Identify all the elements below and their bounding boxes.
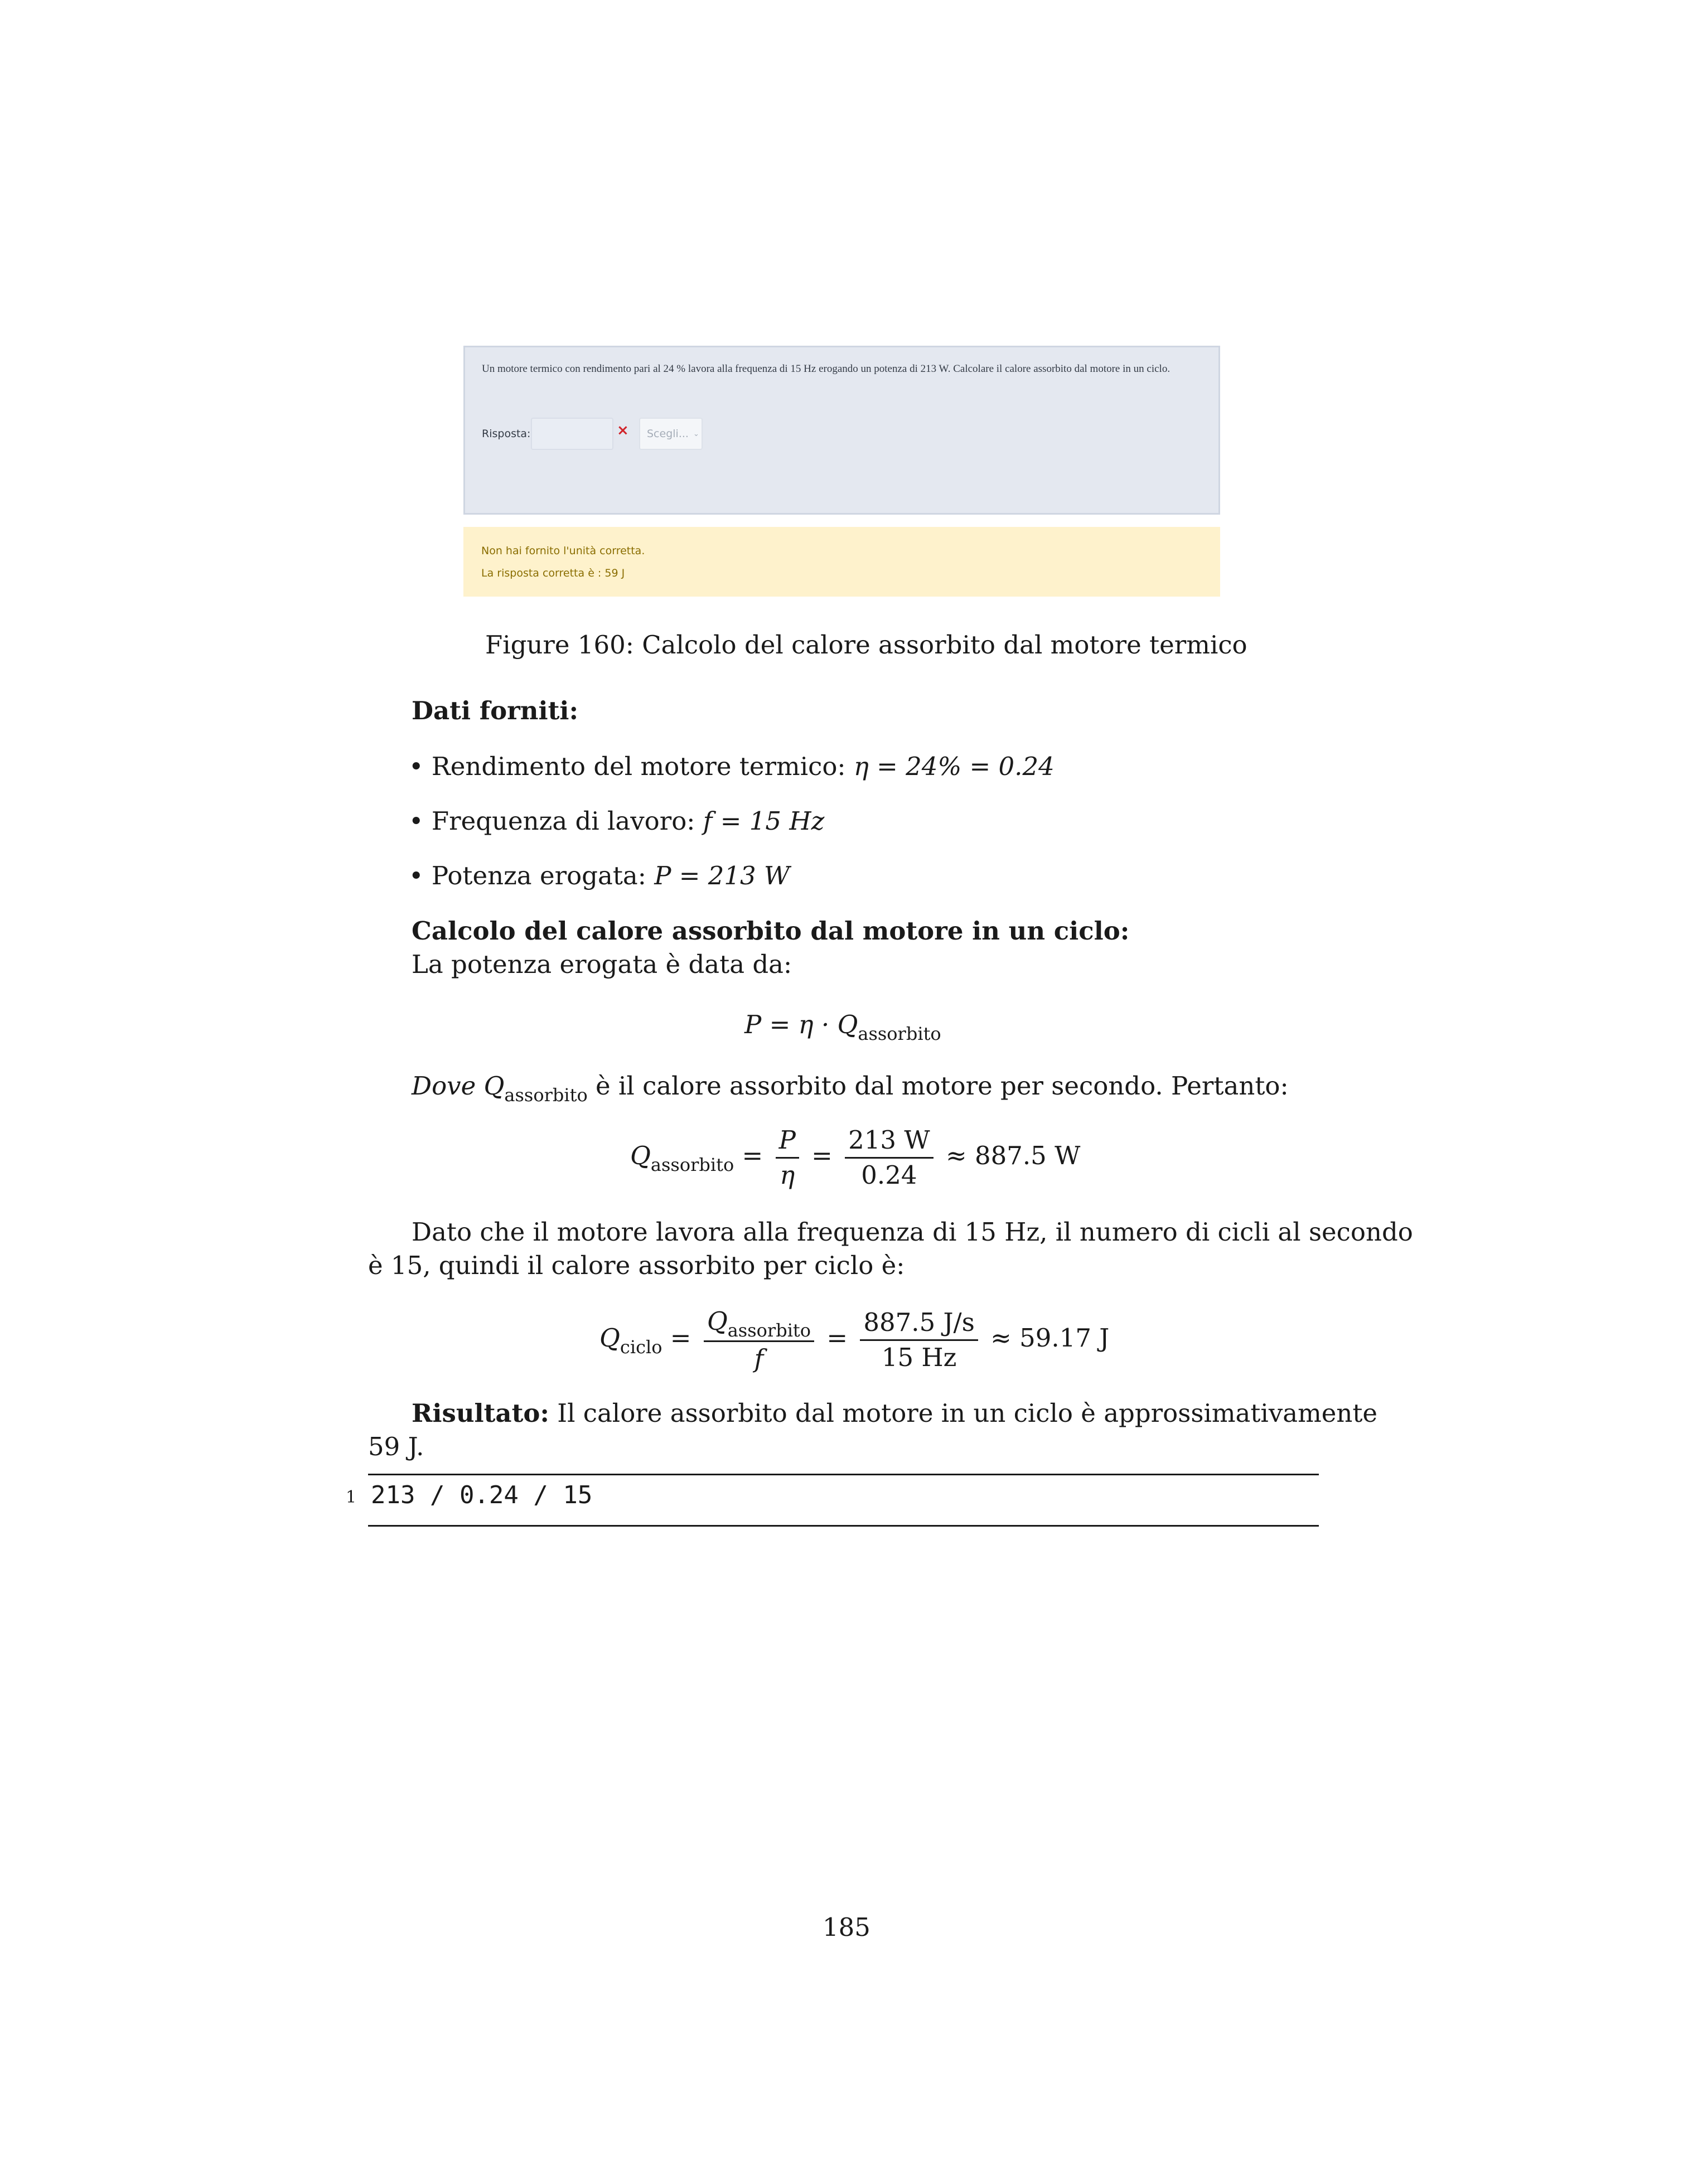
- code-bottom-rule: [368, 1525, 1319, 1527]
- bullet-item: [409, 750, 1055, 783]
- result-line-1: [412, 1397, 1377, 1430]
- code-line: 213 / 0.24 / 15: [371, 1481, 593, 1509]
- eq2-lhs: Q: [630, 1141, 651, 1170]
- figure-caption: Figure 160: Calcolo del calore assorbito dal motore termico: [485, 630, 1247, 660]
- intro-text: La potenza erogata è data da:: [412, 950, 792, 979]
- para-line-1: Dato che il motore lavora alla frequenza di 15 Hz, il numero di cicli al secondo: [412, 1217, 1413, 1247]
- result-text: Il calore assorbito dal motore in un ciclo è approssimativamente: [549, 1398, 1378, 1428]
- unit-select-placeholder: Scegli...: [647, 428, 689, 440]
- quiz-panel: [463, 346, 1220, 515]
- bullet-label: Frequenza di lavoro:: [431, 806, 695, 836]
- unit-select[interactable]: [639, 418, 703, 450]
- bullet-item: [409, 805, 824, 838]
- bullet-dot: •: [409, 861, 424, 890]
- feedback-correct-answer: La risposta corretta è : 59 J: [481, 567, 625, 579]
- eq2-sub: assorbito: [650, 1154, 734, 1175]
- calc-title: Calcolo del calore assorbito dal motore in un ciclo:: [412, 916, 1130, 946]
- bullet-item: [409, 859, 790, 893]
- eq1-lhs: P = η · Q: [744, 1010, 858, 1039]
- eq2-num1: P: [776, 1124, 799, 1159]
- dove-sub: assorbito: [504, 1084, 588, 1106]
- equation-q-assorbito: $Q_{assorbito}$ = $\frac{P}{\eta}$ = $\frac{213 W}{0.24}$ ≈ 887.5 W: [630, 1124, 1080, 1192]
- result-line-2: 59 J.: [368, 1432, 424, 1461]
- answer-label: Risposta:: [482, 428, 531, 440]
- equation-q-ciclo: $Q_{ciclo}$ = $\frac{Q_{assorbito}}{f}$ = $\frac{887.5 J/s}{15 Hz}$ ≈ 59.17 J: [599, 1305, 1109, 1376]
- fraction: [776, 1124, 799, 1192]
- page-number: 185: [823, 1912, 870, 1942]
- eq2-den1: η: [780, 1160, 795, 1190]
- eq3-sub: ciclo: [620, 1336, 662, 1358]
- feedback-unit-error: Non hai fornito l'unità corretta.: [481, 545, 645, 557]
- dove-pre: Dove Q: [412, 1071, 505, 1101]
- bullet-dot: •: [409, 752, 424, 781]
- eq2-num2: 213 W: [845, 1124, 933, 1159]
- bullet-math: P = 213 W: [654, 861, 790, 890]
- bullet-math: f = 15 Hz: [703, 806, 825, 836]
- bullet-math: η = 24% = 0.24: [853, 752, 1055, 781]
- eq3-den2: 15 Hz: [881, 1343, 957, 1372]
- fraction: [845, 1124, 933, 1192]
- result-label: Risultato:: [412, 1398, 549, 1428]
- eq3-num1: Q: [707, 1306, 728, 1336]
- eq3-num2: 887.5 J/s: [860, 1306, 978, 1341]
- code-line-number: 1: [346, 1488, 357, 1507]
- eq3-result: ≈ 59.17 J: [990, 1323, 1110, 1353]
- eq1-sub: assorbito: [858, 1023, 941, 1044]
- dati-title: Dati forniti:: [412, 696, 579, 725]
- eq2-den2: 0.24: [861, 1160, 917, 1190]
- fraction: [704, 1305, 814, 1376]
- eq3-lhs: Q: [599, 1323, 620, 1353]
- bullet-label: Potenza erogata:: [431, 861, 646, 890]
- bullet-label: Rendimento del motore termico:: [431, 752, 846, 781]
- error-x-icon: ×: [617, 422, 629, 439]
- eq3-den1: f: [754, 1344, 764, 1373]
- fraction: [860, 1306, 978, 1374]
- answer-input[interactable]: [531, 418, 613, 450]
- dove-text: [412, 1069, 1289, 1105]
- eq2-result: ≈ 887.5 W: [945, 1141, 1081, 1170]
- quiz-question: Un motore termico con rendimento pari al 24 % lavora alla frequenza di 15 Hz erogando un potenza di 213 W. Calcolare il calore assorbito dal motore in un ciclo.: [482, 363, 1171, 375]
- eq3-num1-sub: assorbito: [727, 1320, 811, 1341]
- dove-post: è il calore assorbito dal motore per secondo. Pertanto:: [587, 1071, 1289, 1101]
- bullet-dot: •: [409, 806, 424, 836]
- equation-power: [744, 1008, 941, 1044]
- code-top-rule: [368, 1474, 1319, 1475]
- para-line-2: è 15, quindi il calore assorbito per ciclo è:: [368, 1251, 905, 1280]
- chevron-down-icon: ⌄: [693, 430, 699, 438]
- feedback-box: [463, 527, 1220, 597]
